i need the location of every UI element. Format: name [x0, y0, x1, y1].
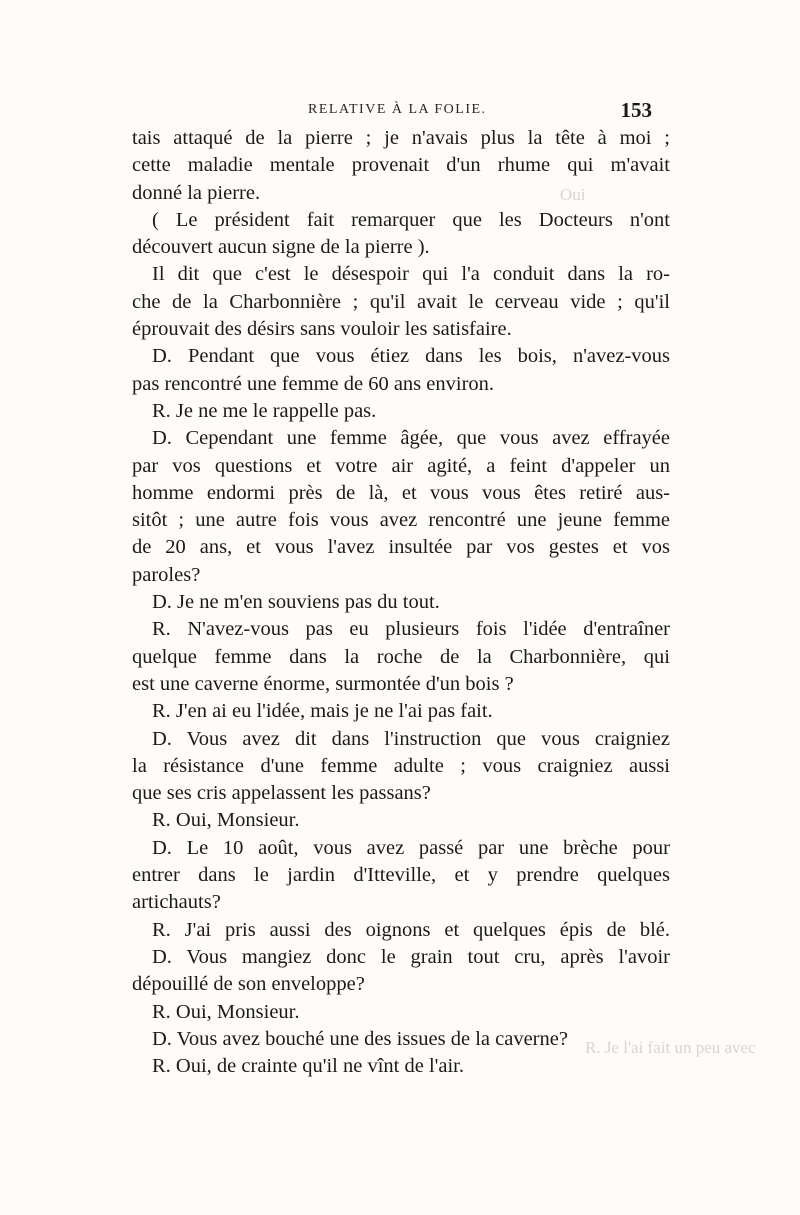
text-line: quelque femme dans la roche de la Charbonnière, qui — [132, 645, 670, 668]
text-line: D. Pendant que vous étiez dans les bois, n'avez-vous — [152, 345, 670, 368]
text-line: R. Je ne me le rappelle pas. — [152, 399, 377, 422]
text-line: la résistance d'une femme adulte ; vous craigniez aussi — [132, 754, 670, 777]
text-line: R. J'en ai eu l'idée, mais je ne l'ai pas fait. — [152, 700, 493, 723]
text-line: D. Je ne m'en souviens pas du tout. — [152, 591, 440, 614]
text-line: est une caverne énorme, surmontée d'un bois ? — [132, 672, 514, 695]
bleed-through-text: R. Je l'ai fait un peu avec — [585, 1038, 756, 1057]
text-line: D. Vous avez bouché une des issues de la caverne? — [152, 1027, 568, 1050]
text-line: éprouvait des désirs sans vouloir les satisfaire. — [132, 318, 512, 341]
text-line: découvert aucun signe de la pierre ). — [132, 236, 430, 259]
text-line: paroles? — [132, 563, 201, 586]
text-line: artichauts? — [132, 891, 221, 914]
text-line: R. Oui, Monsieur. — [152, 1000, 300, 1023]
text-line: pas rencontré une femme de 60 ans environ. — [132, 372, 495, 395]
text-line: D. Vous mangiez donc le grain tout cru, après l'avoir — [152, 945, 670, 968]
text-line: R. Oui, Monsieur. — [152, 809, 300, 832]
text-line: D. Vous avez dit dans l'instruction que vous craigniez — [152, 727, 670, 750]
text-line: sitôt ; une autre fois vous avez rencontré une jeune femme — [132, 509, 670, 532]
text-line: homme endormi près de là, et vous vous êtes retiré aus- — [132, 481, 670, 504]
text-line: tais attaqué de la pierre ; je n'avais plus la tête à moi ; — [132, 127, 670, 149]
text-line: par vos questions et votre air agité, a feint d'appeler un — [132, 454, 670, 477]
page-number: 153 — [620, 98, 652, 122]
text-line: cette maladie mentale provenait d'un rhume qui m'avait — [132, 154, 670, 177]
page-header — [132, 98, 652, 124]
text-line: entrer dans le jardin d'Itteville, et y prendre quelques — [132, 864, 670, 887]
text-line: R. N'avez-vous pas eu plusieurs fois l'idée d'entraîner — [152, 618, 670, 641]
text-line: Il dit que c'est le désespoir qui l'a conduit dans la ro- — [152, 263, 670, 286]
body-text — [132, 125, 670, 1080]
running-head: RELATIVE À LA FOLIE. — [308, 102, 487, 117]
text-line: R. J'ai pris aussi des oignons et quelques épis de blé. — [152, 918, 670, 941]
text-line: de 20 ans, et vous l'avez insultée par vos gestes et vos — [132, 536, 670, 559]
text-line: que ses cris appelassent les passans? — [132, 782, 431, 805]
bleed-through-text: Oui — [560, 185, 586, 204]
text-line: ( Le président fait remarquer que les Docteurs n'ont — [152, 208, 670, 231]
text-line: D. Cependant une femme âgée, que vous avez effrayée — [152, 427, 670, 450]
text-line: donné la pierre. — [132, 181, 261, 204]
text-line: che de la Charbonnière ; qu'il avait le cerveau vide ; qu'il — [132, 290, 670, 313]
text-line: R. Oui, de crainte qu'il ne vînt de l'air. — [152, 1055, 464, 1078]
text-line: dépouillé de son enveloppe? — [132, 973, 365, 996]
text-line: D. Le 10 août, vous avez passé par une brèche pour — [152, 836, 670, 859]
